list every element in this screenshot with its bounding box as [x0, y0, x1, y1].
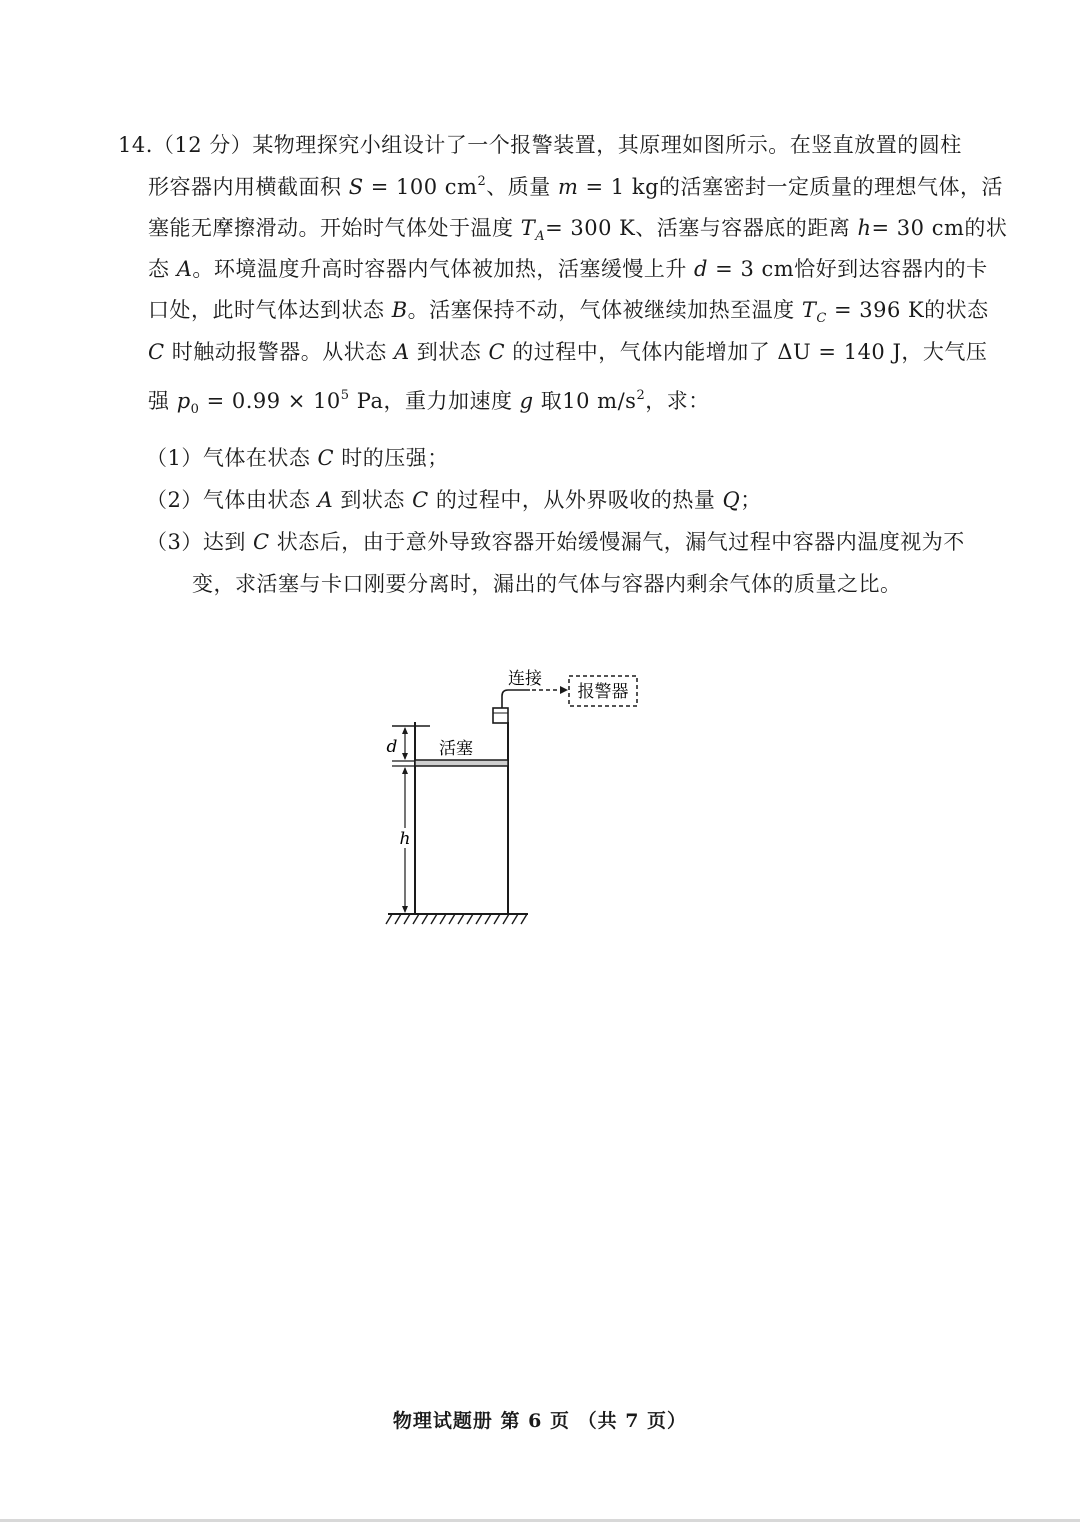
connect-label: 连接 — [508, 669, 542, 689]
question-line-1: 14.（12 分）某物理探究小组设计了一个报警装置，其原理如图所示。在竖直放置的圆柱 — [118, 133, 962, 157]
d-label: d — [386, 737, 398, 757]
question-number: 14. — [118, 133, 153, 157]
h-label: h — [399, 829, 411, 849]
question-line-7: 强 $p_0 = 0.99 \times 10^5$ Pa，重力加速度 g 取10 $m/s^2$，求： — [148, 388, 710, 417]
sub-question-1: （1）气体在状态 C 时的压强； — [146, 446, 449, 470]
question-score: （12 分） — [152, 133, 253, 157]
sub-question-3-continued: 变，求活塞与卡口刚要分离时，漏出的气体与容器内剩余气体的质量之比。 — [192, 572, 902, 596]
sub-question-3: （3）达到 C 状态后，由于意外导致容器开始缓慢漏气，漏气过程中容器内温度视为不 — [146, 530, 965, 554]
page-footer: 物理试题册 第 6 页 （共 7 页） — [392, 1410, 688, 1432]
apparatus-figure — [370, 660, 670, 940]
alarm-label: 报警器 — [577, 682, 629, 702]
sub-question-2: （2）气体由状态 A 到状态 C 的过程中，从外界吸收的热量 Q； — [146, 488, 762, 512]
piston — [415, 760, 508, 766]
connection-wire — [502, 690, 530, 708]
arrow-head — [560, 686, 568, 694]
question-line-3: 塞能无摩擦滑动。开始时气体处于温度 $T_A= 300$ K、活塞与容器底的距离 h= 30 cm的状 — [148, 216, 1008, 244]
question-line-6: C 时触动报警器。从状态 A 到状态 C 的过程中，气体内能增加了 ΔU = 140 J，大气压 — [148, 340, 988, 364]
ground-hatch — [386, 914, 527, 924]
question-line-5: 口处，此时气体达到状态 B。活塞保持不动，气体被继续加热至温度 $T_C = 396$ K的状态 — [148, 298, 989, 326]
question-line-2: 形容器内用横截面积 S = 100 $cm^2$、质量 m = 1 kg的活塞密封一定质量的理想气体，活 — [148, 174, 1004, 199]
piston-label: 活塞 — [439, 739, 473, 759]
question-line-4: 态 A。环境温度升高时容器内气体被加热，活塞缓慢上升 d = 3 cm恰好到达容器内的卡 — [148, 257, 988, 281]
bottom-divider — [0, 1519, 1080, 1522]
alarm-switch — [493, 708, 508, 723]
